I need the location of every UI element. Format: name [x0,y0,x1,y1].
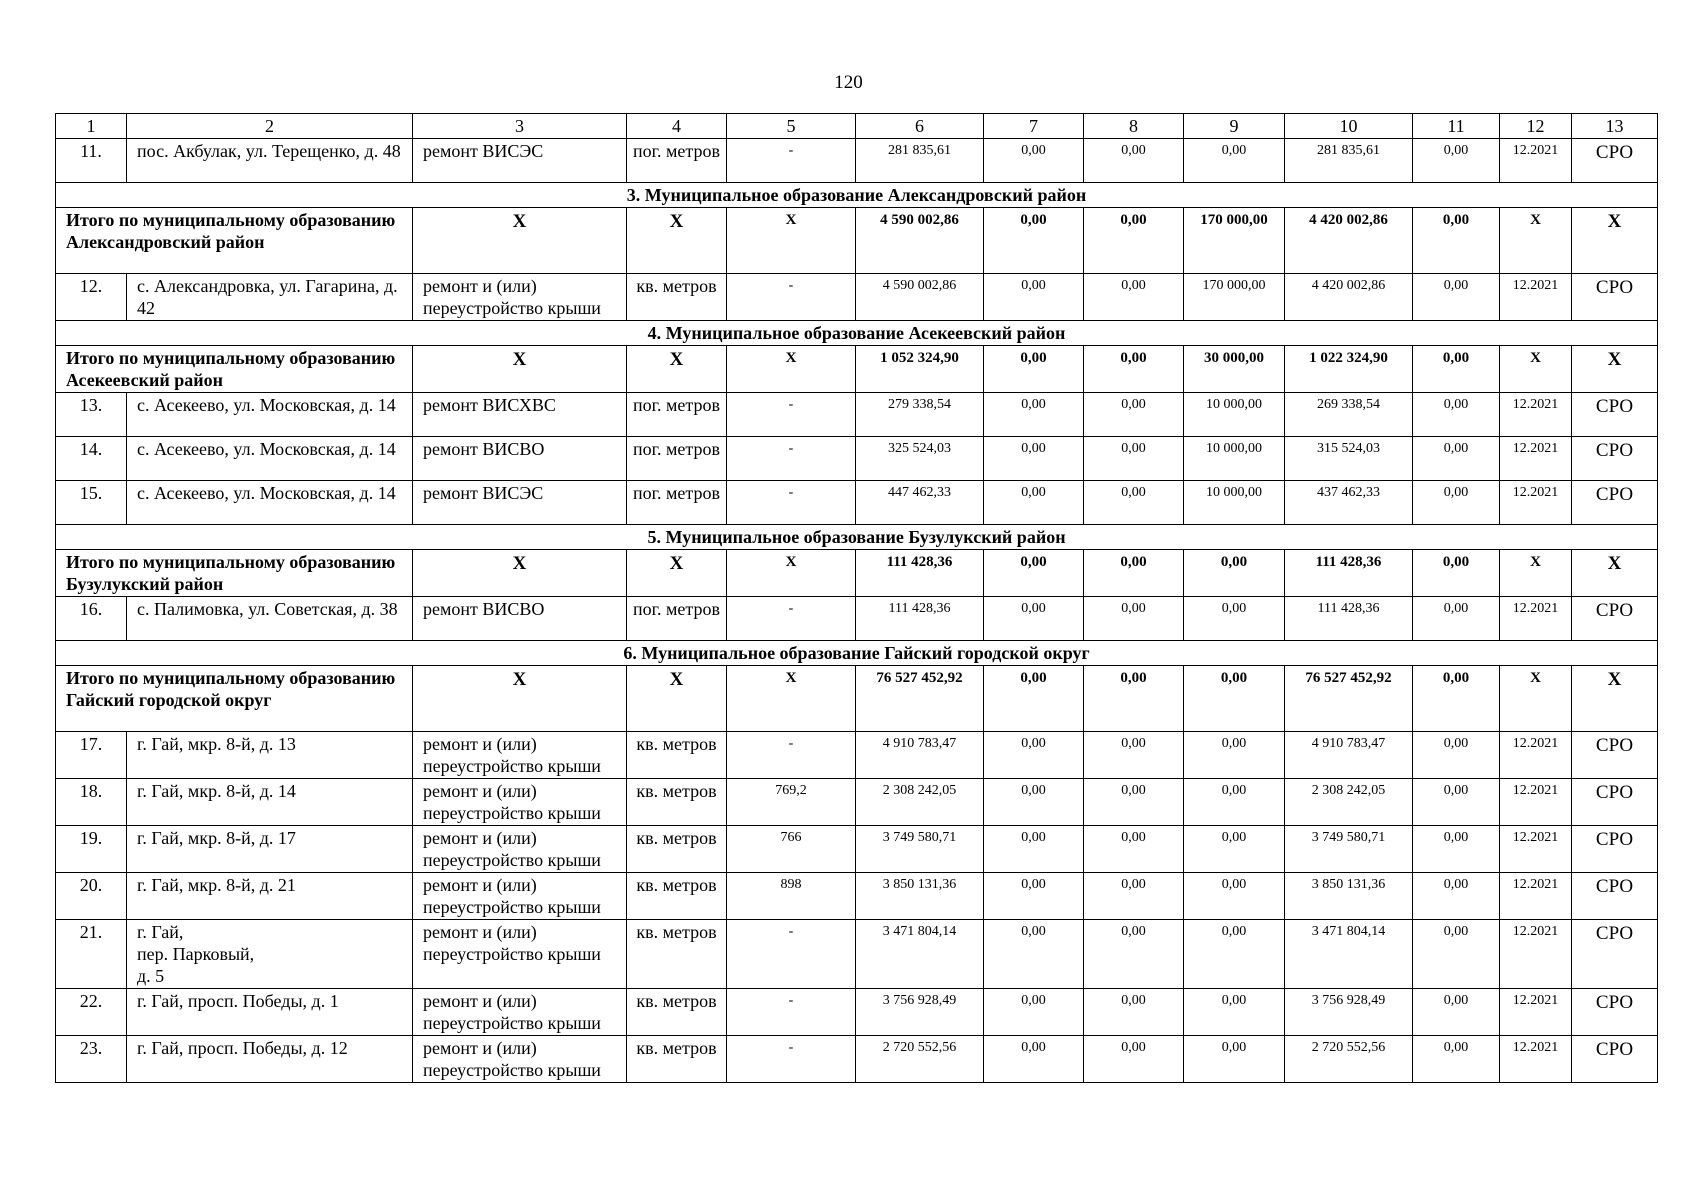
quantity-cell: - [727,597,856,641]
work-type-cell: ремонт и (или) переустройство крыши [413,779,627,826]
work-type-cell: ремонт и (или) переустройство крыши [413,873,627,920]
method-cell: СРО [1572,481,1658,525]
value-c11: 0,00 [1413,1036,1500,1083]
quantity-cell: - [727,437,856,481]
value-c6: 3 756 928,49 [856,989,984,1036]
quantity-cell: - [727,920,856,989]
completion-date-cell: 12.2021 [1500,393,1572,437]
completion-date-cell: 12.2021 [1500,437,1572,481]
value-c6: 3 471 804,14 [856,920,984,989]
subtotal-x-col3: X [413,666,627,732]
subtotal-x-col4: X [627,550,727,597]
subtotal-c7: 0,00 [984,550,1084,597]
value-c6: 3 850 131,36 [856,873,984,920]
value-c7: 0,00 [984,139,1084,183]
completion-date-cell: 12.2021 [1500,1036,1572,1083]
value-c10: 2 720 552,56 [1285,1036,1413,1083]
subtotal-label: Итого по муниципальному образованию Александровский район [56,208,413,274]
value-c8: 0,00 [1084,732,1184,779]
completion-date-cell: 12.2021 [1500,732,1572,779]
subtotal-c10: 111 428,36 [1285,550,1413,597]
address-cell: с. Асекеево, ул. Московская, д. 14 [127,481,413,525]
value-c8: 0,00 [1084,393,1184,437]
table-row [56,920,1658,989]
value-c10: 3 850 131,36 [1285,873,1413,920]
work-type-cell: ремонт ВИСВО [413,437,627,481]
row-number: 17. [56,732,127,779]
quantity-cell: 898 [727,873,856,920]
method-cell: СРО [1572,1036,1658,1083]
subtotal-c7: 0,00 [984,208,1084,274]
table-row [56,732,1658,779]
value-c11: 0,00 [1413,873,1500,920]
subtotal-x-col5: X [727,208,856,274]
row-number: 14. [56,437,127,481]
row-number: 18. [56,779,127,826]
completion-date-cell: 12.2021 [1500,597,1572,641]
work-type-cell: ремонт и (или) переустройство крыши [413,274,627,321]
value-c7: 0,00 [984,873,1084,920]
section-title: 6. Муниципальное образование Гайский городской округ [56,641,1658,666]
column-number-row [56,114,1658,139]
column-number-3: 3 [413,114,627,139]
value-c8: 0,00 [1084,826,1184,873]
value-c8: 0,00 [1084,920,1184,989]
table-row [56,826,1658,873]
value-c7: 0,00 [984,826,1084,873]
unit-cell: кв. метров [627,732,727,779]
quantity-cell: - [727,989,856,1036]
value-c7: 0,00 [984,597,1084,641]
subtotal-c8: 0,00 [1084,666,1184,732]
value-c10: 269 338,54 [1285,393,1413,437]
row-number: 21. [56,920,127,989]
work-type-cell: ремонт ВИСВО [413,597,627,641]
subtotal-c9: 0,00 [1184,666,1285,732]
unit-cell: пог. метров [627,481,727,525]
quantity-cell: - [727,1036,856,1083]
value-c9: 0,00 [1184,920,1285,989]
column-number-7: 7 [984,114,1084,139]
work-type-cell: ремонт и (или) переустройство крыши [413,732,627,779]
row-number: 19. [56,826,127,873]
method-cell: СРО [1572,597,1658,641]
work-type-cell: ремонт ВИСХВС [413,393,627,437]
value-c10: 315 524,03 [1285,437,1413,481]
subtotal-c11: 0,00 [1413,208,1500,274]
column-number-11: 11 [1413,114,1500,139]
subtotal-label: Итого по муниципальному образованию Бузулукский район [56,550,413,597]
value-c7: 0,00 [984,437,1084,481]
value-c9: 0,00 [1184,732,1285,779]
value-c8: 0,00 [1084,989,1184,1036]
completion-date-cell: 12.2021 [1500,920,1572,989]
capital-repair-table [55,113,1658,1083]
value-c7: 0,00 [984,989,1084,1036]
completion-date-cell: 12.2021 [1500,826,1572,873]
section-header-row [56,321,1658,346]
unit-cell: кв. метров [627,989,727,1036]
subtotal-x-col12: X [1500,550,1572,597]
value-c7: 0,00 [984,920,1084,989]
value-c11: 0,00 [1413,274,1500,321]
value-c11: 0,00 [1413,826,1500,873]
quantity-cell: 766 [727,826,856,873]
address-cell: г. Гай, пер. Парковый, д. 5 [127,920,413,989]
subtotal-c8: 0,00 [1084,346,1184,393]
address-cell: г. Гай, мкр. 8-й, д. 21 [127,873,413,920]
method-cell: СРО [1572,779,1658,826]
subtotal-label: Итого по муниципальному образованию Асекеевский район [56,346,413,393]
completion-date-cell: 12.2021 [1500,139,1572,183]
quantity-cell: - [727,393,856,437]
value-c9: 10 000,00 [1184,481,1285,525]
subtotal-c6: 76 527 452,92 [856,666,984,732]
subtotal-c10: 1 022 324,90 [1285,346,1413,393]
quantity-cell: - [727,481,856,525]
value-c10: 4 910 783,47 [1285,732,1413,779]
method-cell: СРО [1572,826,1658,873]
completion-date-cell: 12.2021 [1500,274,1572,321]
table-row [56,139,1658,183]
row-number: 16. [56,597,127,641]
table-row [56,597,1658,641]
subtotal-x-col3: X [413,208,627,274]
table-row [56,779,1658,826]
value-c11: 0,00 [1413,597,1500,641]
column-number-9: 9 [1184,114,1285,139]
row-number: 15. [56,481,127,525]
subtotal-row [56,550,1658,597]
quantity-cell: - [727,139,856,183]
unit-cell: пог. метров [627,437,727,481]
unit-cell: кв. метров [627,826,727,873]
column-number-6: 6 [856,114,984,139]
subtotal-x-col13: X [1572,666,1658,732]
subtotal-c7: 0,00 [984,666,1084,732]
completion-date-cell: 12.2021 [1500,989,1572,1036]
work-type-cell: ремонт и (или) переустройство крыши [413,1036,627,1083]
value-c9: 170 000,00 [1184,274,1285,321]
table-row [56,989,1658,1036]
value-c8: 0,00 [1084,481,1184,525]
value-c8: 0,00 [1084,139,1184,183]
completion-date-cell: 12.2021 [1500,873,1572,920]
subtotal-x-col4: X [627,346,727,393]
page-number: 120 [834,72,863,93]
value-c8: 0,00 [1084,873,1184,920]
row-number: 11. [56,139,127,183]
value-c9: 0,00 [1184,989,1285,1036]
value-c9: 0,00 [1184,139,1285,183]
value-c11: 0,00 [1413,920,1500,989]
work-type-cell: ремонт ВИСЭС [413,139,627,183]
value-c10: 111 428,36 [1285,597,1413,641]
work-type-cell: ремонт и (или) переустройство крыши [413,989,627,1036]
value-c11: 0,00 [1413,393,1500,437]
value-c7: 0,00 [984,481,1084,525]
unit-cell: кв. метров [627,873,727,920]
value-c10: 3 749 580,71 [1285,826,1413,873]
method-cell: СРО [1572,989,1658,1036]
subtotal-row [56,666,1658,732]
value-c8: 0,00 [1084,274,1184,321]
unit-cell: пог. метров [627,139,727,183]
subtotal-x-col3: X [413,346,627,393]
address-cell: с. Александровка, ул. Гагарина, д. 42 [127,274,413,321]
value-c7: 0,00 [984,779,1084,826]
method-cell: СРО [1572,873,1658,920]
subtotal-x-col13: X [1572,208,1658,274]
table-row [56,481,1658,525]
subtotal-c9: 0,00 [1184,550,1285,597]
value-c10: 2 308 242,05 [1285,779,1413,826]
subtotal-label: Итого по муниципальному образованию Гайский городской округ [56,666,413,732]
value-c6: 447 462,33 [856,481,984,525]
method-cell: СРО [1572,274,1658,321]
subtotal-c10: 4 420 002,86 [1285,208,1413,274]
method-cell: СРО [1572,437,1658,481]
subtotal-x-col12: X [1500,346,1572,393]
value-c11: 0,00 [1413,437,1500,481]
value-c9: 0,00 [1184,1036,1285,1083]
work-type-cell: ремонт и (или) переустройство крыши [413,826,627,873]
column-number-2: 2 [127,114,413,139]
value-c9: 0,00 [1184,597,1285,641]
value-c10: 3 471 804,14 [1285,920,1413,989]
subtotal-c8: 0,00 [1084,208,1184,274]
section-title: 5. Муниципальное образование Бузулукский район [56,525,1658,550]
value-c8: 0,00 [1084,597,1184,641]
row-number: 20. [56,873,127,920]
value-c7: 0,00 [984,732,1084,779]
value-c10: 437 462,33 [1285,481,1413,525]
row-number: 23. [56,1036,127,1083]
table-body [56,114,1658,1083]
subtotal-x-col4: X [627,666,727,732]
subtotal-c6: 1 052 324,90 [856,346,984,393]
value-c6: 2 308 242,05 [856,779,984,826]
subtotal-c11: 0,00 [1413,346,1500,393]
value-c6: 279 338,54 [856,393,984,437]
unit-cell: кв. метров [627,779,727,826]
column-number-1: 1 [56,114,127,139]
column-number-13: 13 [1572,114,1658,139]
value-c6: 4 590 002,86 [856,274,984,321]
section-title: 3. Муниципальное образование Александровский район [56,183,1658,208]
subtotal-c9: 30 000,00 [1184,346,1285,393]
value-c7: 0,00 [984,274,1084,321]
value-c6: 4 910 783,47 [856,732,984,779]
table-row [56,274,1658,321]
value-c7: 0,00 [984,393,1084,437]
value-c9: 10 000,00 [1184,437,1285,481]
unit-cell: кв. метров [627,1036,727,1083]
subtotal-row [56,208,1658,274]
section-header-row [56,183,1658,208]
address-cell: г. Гай, мкр. 8-й, д. 13 [127,732,413,779]
row-number: 12. [56,274,127,321]
subtotal-c8: 0,00 [1084,550,1184,597]
address-cell: с. Палимовка, ул. Советская, д. 38 [127,597,413,641]
value-c6: 111 428,36 [856,597,984,641]
method-cell: СРО [1572,393,1658,437]
column-number-12: 12 [1500,114,1572,139]
subtotal-x-col12: X [1500,666,1572,732]
subtotal-x-col5: X [727,666,856,732]
subtotal-x-col13: X [1572,550,1658,597]
subtotal-x-col5: X [727,550,856,597]
section-title: 4. Муниципальное образование Асекеевский район [56,321,1658,346]
completion-date-cell: 12.2021 [1500,779,1572,826]
row-number: 13. [56,393,127,437]
unit-cell: кв. метров [627,274,727,321]
value-c8: 0,00 [1084,437,1184,481]
address-cell: с. Асекеево, ул. Московская, д. 14 [127,393,413,437]
value-c8: 0,00 [1084,779,1184,826]
work-type-cell: ремонт ВИСЭС [413,481,627,525]
completion-date-cell: 12.2021 [1500,481,1572,525]
unit-cell: кв. метров [627,920,727,989]
value-c9: 10 000,00 [1184,393,1285,437]
table-row [56,393,1658,437]
unit-cell: пог. метров [627,597,727,641]
value-c11: 0,00 [1413,779,1500,826]
subtotal-c10: 76 527 452,92 [1285,666,1413,732]
value-c9: 0,00 [1184,779,1285,826]
value-c9: 0,00 [1184,873,1285,920]
column-number-5: 5 [727,114,856,139]
quantity-cell: - [727,732,856,779]
value-c11: 0,00 [1413,732,1500,779]
table-row [56,437,1658,481]
column-number-8: 8 [1084,114,1184,139]
row-number: 22. [56,989,127,1036]
subtotal-c6: 111 428,36 [856,550,984,597]
address-cell: г. Гай, мкр. 8-й, д. 17 [127,826,413,873]
value-c10: 281 835,61 [1285,139,1413,183]
unit-cell: пог. метров [627,393,727,437]
subtotal-c11: 0,00 [1413,550,1500,597]
address-cell: г. Гай, мкр. 8-й, д. 14 [127,779,413,826]
table-row [56,873,1658,920]
subtotal-x-col5: X [727,346,856,393]
subtotal-x-col4: X [627,208,727,274]
section-header-row [56,525,1658,550]
subtotal-x-col3: X [413,550,627,597]
address-cell: г. Гай, просп. Победы, д. 12 [127,1036,413,1083]
value-c6: 3 749 580,71 [856,826,984,873]
method-cell: СРО [1572,920,1658,989]
subtotal-x-col13: X [1572,346,1658,393]
subtotal-x-col12: X [1500,208,1572,274]
column-number-10: 10 [1285,114,1413,139]
value-c6: 281 835,61 [856,139,984,183]
section-header-row [56,641,1658,666]
subtotal-c7: 0,00 [984,346,1084,393]
subtotal-c9: 170 000,00 [1184,208,1285,274]
value-c10: 4 420 002,86 [1285,274,1413,321]
subtotal-row [56,346,1658,393]
address-cell: с. Асекеево, ул. Московская, д. 14 [127,437,413,481]
quantity-cell: - [727,274,856,321]
value-c11: 0,00 [1413,481,1500,525]
subtotal-c11: 0,00 [1413,666,1500,732]
value-c7: 0,00 [984,1036,1084,1083]
value-c10: 3 756 928,49 [1285,989,1413,1036]
method-cell: СРО [1572,139,1658,183]
method-cell: СРО [1572,732,1658,779]
address-cell: пос. Акбулак, ул. Терещенко, д. 48 [127,139,413,183]
table-row [56,1036,1658,1083]
value-c11: 0,00 [1413,139,1500,183]
value-c9: 0,00 [1184,826,1285,873]
address-cell: г. Гай, просп. Победы, д. 1 [127,989,413,1036]
value-c11: 0,00 [1413,989,1500,1036]
work-type-cell: ремонт и (или) переустройство крыши [413,920,627,989]
column-number-4: 4 [627,114,727,139]
value-c6: 325 524,03 [856,437,984,481]
quantity-cell: 769,2 [727,779,856,826]
subtotal-c6: 4 590 002,86 [856,208,984,274]
value-c6: 2 720 552,56 [856,1036,984,1083]
value-c8: 0,00 [1084,1036,1184,1083]
